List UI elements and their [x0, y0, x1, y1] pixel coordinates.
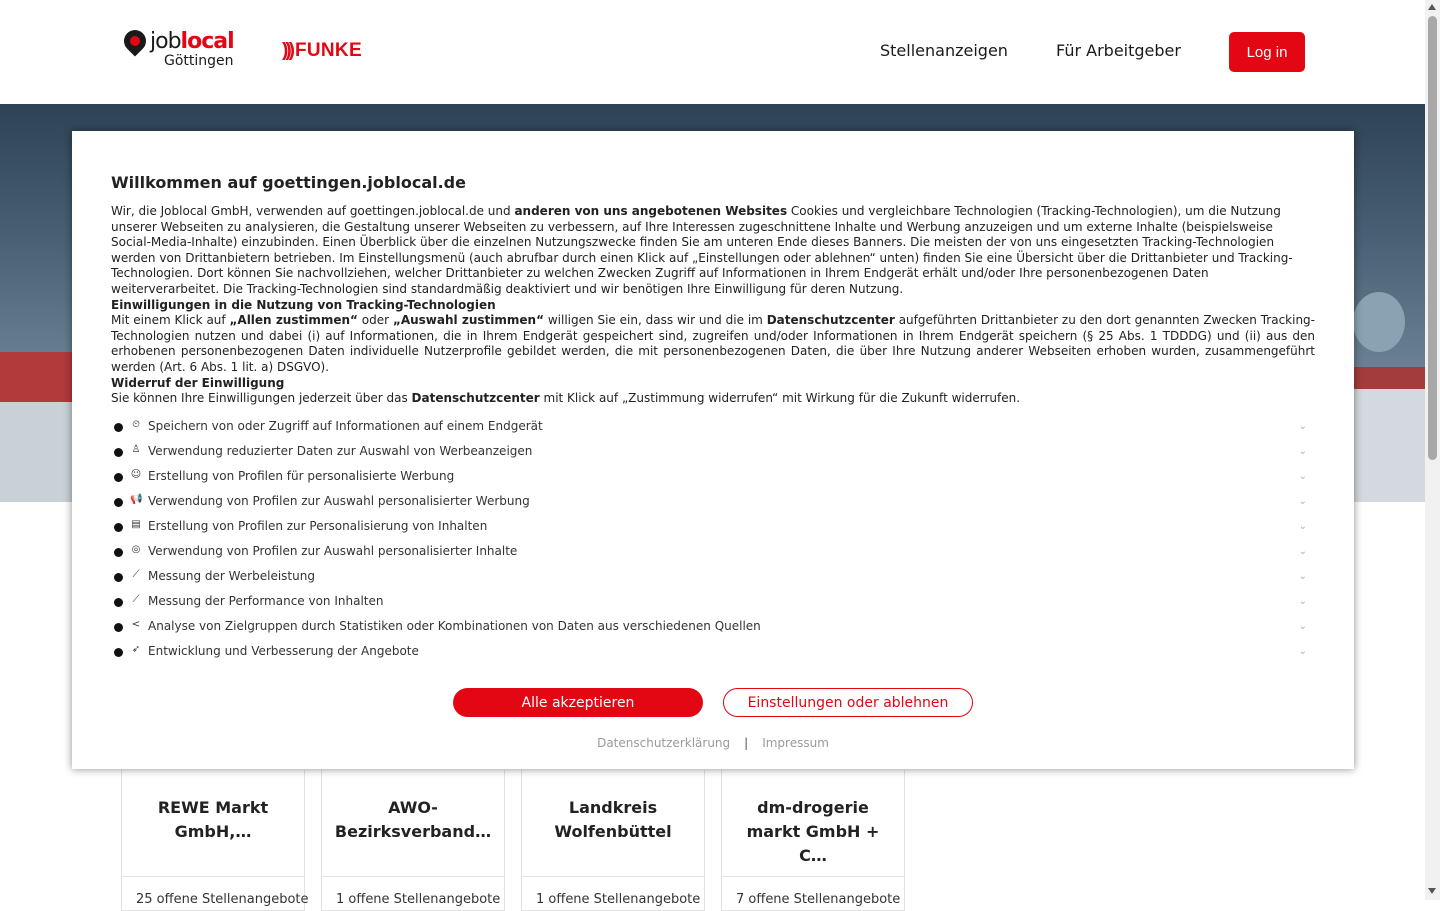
bullet-icon: [114, 448, 123, 457]
consent-text-4: aufgeführten Drittanbieter zu den dort genannten Zwecken Tracking-Technologien nutzen und dabei (i) auf Informationen, die in Ihrem Endgerät gespeichert sind, zugreifen und/oder Informationen in Ihrem Endgerät speichern (§ 25 Abs. 1 TDDDG) und (ii) aus den erhobenen personenbezogenen Daten individuelle Nutzerprofile gebildet werden, die mit personenbezogenen Daten, die über Ihre Nutzung anderer Webseiten erhoben wurden, zusammengeführt werden (Art. 6 Abs. 1 lit. a) DSGVO).: [111, 313, 1316, 374]
scroll-down-arrow-icon[interactable]: [1428, 888, 1436, 894]
purpose-item[interactable]: [111, 594, 1317, 619]
chevron-down-icon[interactable]: ⌄: [1298, 496, 1307, 507]
company-name: AWO-Bezirksverband…: [334, 798, 492, 841]
purpose-label: Analyse von Zielgruppen durch Statistiken oder Kombinationen von Daten aus verschiedenen Quellen: [148, 619, 761, 633]
withdraw-text-2: mit Klick auf „Zustimmung widerrufen“ mit Wirkung für die Zukunft widerrufen.: [539, 391, 1021, 406]
intro-text-rest: Cookies und vergleichbare Technologien (Tracking-Technologien), um die Nutzung unserer Webseiten zu analysieren, die Gestaltung unserer Webseiten zu verbessern, auf Ihre Interessen zugeschnittene Inhalte und Werbung anzuzeigen und um externe Inhalte (beispielsweise Social-Media-Inhalte) einzubinden. Einen Überblick über die einzelnen Nutzungszwecke finden Sie am unteren Ende dieses Banners. Die meisten der von uns eingesetzten Tracking-Technologien werden von Drittanbietern betrieben. Im Einstellungsmenü (auch abrufbar durch einen Klick auf „Einstellungen oder ablehnen“ unten) finden Sie eine Übersicht über die Drittanbieter und Tracking-Technologien. Dort können Sie nachvollziehen, welcher Drittanbieter zu welchen Zwecken Zugriff auf Informationen in Ihrem Endgerät erhält und/oder Ihre personenbezogenen Daten weiterverarbeitet. Die Tracking-Technologien sind standardmäßig deaktiviert und wir benötigen Ihre Einwilligung für deren Nutzung.: [111, 204, 1293, 296]
bullet-icon: [114, 523, 123, 532]
page-scrollbar[interactable]: [1425, 0, 1440, 900]
funke-logo[interactable]: [282, 40, 362, 62]
privacy-center-link[interactable]: Datenschutzcenter: [766, 313, 895, 328]
hero-building-illustration: [1353, 367, 1425, 502]
company-card[interactable]: [321, 770, 505, 911]
privacy-policy-link[interactable]: Datenschutzerklärung: [597, 736, 731, 750]
hero-building-illustration: [0, 352, 72, 502]
company-name: Landkreis Wolfenbüttel: [554, 798, 672, 841]
settings-or-decline-button[interactable]: Einstellungen oder ablehnen: [723, 688, 973, 717]
purpose-list: [111, 419, 1317, 669]
chevron-down-icon[interactable]: ⌄: [1298, 646, 1307, 657]
bullet-icon: [114, 623, 123, 632]
purpose-item[interactable]: [111, 544, 1317, 569]
purpose-item[interactable]: [111, 644, 1317, 669]
company-job-count: 25 offene Stellenangebote: [136, 892, 309, 907]
ad-profile-icon: ☺: [130, 469, 142, 480]
bullet-icon: [114, 423, 123, 432]
chevron-down-icon[interactable]: ⌄: [1298, 571, 1307, 582]
logo-brand-part1: job: [150, 29, 181, 54]
device-storage-icon: ⏲: [132, 419, 140, 430]
consent-bold-2: „Auswahl zustimmen“: [392, 313, 544, 328]
purpose-label: Speichern von oder Zugriff auf Informationen auf einem Endgerät: [148, 419, 543, 433]
intro-bold: anderen von uns angebotenen Websites: [514, 204, 788, 218]
heading-tracking: Einwilligungen in die Nutzung von Tracking-Technologien: [111, 297, 496, 312]
chart-line-icon: ⟋: [132, 569, 140, 580]
card-divider: [322, 876, 504, 877]
target-icon: ◎: [131, 544, 141, 555]
purpose-label: Erstellung von Profilen zur Personalisierung von Inhalten: [148, 519, 488, 533]
consent-heading-withdraw: [111, 376, 1315, 392]
consent-bold-1: „Allen zustimmen“: [229, 313, 358, 328]
site-header: [0, 0, 1425, 104]
scroll-up-arrow-icon[interactable]: [1428, 4, 1436, 10]
logo-brand-part2: local: [180, 29, 234, 54]
purpose-item[interactable]: [111, 569, 1317, 594]
consent-text-2: oder: [357, 313, 393, 328]
nav-fuer-arbeitgeber[interactable]: Für Arbeitgeber: [1056, 41, 1181, 60]
consent-heading-tracking: [111, 298, 1315, 314]
megaphone-icon: 📢: [130, 494, 143, 505]
purpose-label: Verwendung von Profilen zur Auswahl personalisierter Inhalte: [148, 544, 518, 558]
withdraw-text-1: Sie können Ihre Einwilligungen jederzeit über das: [111, 391, 412, 406]
chevron-down-icon[interactable]: ⌄: [1298, 546, 1307, 557]
chevron-down-icon[interactable]: ⌄: [1298, 521, 1307, 532]
purpose-label: Entwicklung und Verbesserung der Angebote: [148, 644, 419, 658]
location-pin-icon: [119, 25, 150, 56]
cookie-consent-dialog: [72, 131, 1354, 769]
card-divider: [122, 876, 304, 877]
company-job-count: 7 offene Stellenangebote: [736, 892, 901, 907]
purpose-item[interactable]: [111, 419, 1317, 444]
bullet-icon: [114, 548, 123, 557]
dialog-footer-links: [72, 736, 1354, 750]
company-name: dm-drogerie markt GmbH + C…: [746, 798, 880, 865]
imprint-link[interactable]: Impressum: [762, 736, 829, 750]
card-divider: [722, 876, 904, 877]
performance-chart-icon: ⟋: [132, 594, 140, 605]
bullet-icon: [114, 573, 123, 582]
heading-withdraw: Widerruf der Einwilligung: [111, 375, 285, 390]
company-card[interactable]: [721, 770, 905, 911]
share-icon: <: [131, 619, 141, 630]
privacy-center-link[interactable]: Datenschutzcenter: [411, 391, 540, 406]
company-card[interactable]: [121, 770, 309, 911]
consent-intro: [111, 204, 1315, 298]
purpose-label: Verwendung von Profilen zur Auswahl personalisierter Werbung: [148, 494, 530, 508]
purpose-item[interactable]: [111, 444, 1317, 469]
bullet-icon: [114, 598, 123, 607]
company-job-count: 1 offene Stellenangebote: [536, 892, 701, 907]
limited-data-icon: ♙: [131, 444, 141, 455]
content-profile-icon: ▤: [131, 519, 141, 530]
logo-city: Göttingen: [164, 53, 234, 69]
purpose-item[interactable]: [111, 494, 1317, 519]
intro-text: Wir, die Joblocal GmbH, verwenden auf goettingen.joblocal.de und: [111, 204, 515, 218]
accept-all-button[interactable]: Alle akzeptieren: [453, 688, 703, 717]
link-separator: |: [744, 736, 749, 750]
funke-logo-text: FUNKE: [294, 40, 362, 61]
nav-stellenanzeigen[interactable]: Stellenanzeigen: [880, 41, 1008, 60]
company-card[interactable]: [521, 770, 705, 911]
chevron-down-icon[interactable]: ⌄: [1298, 446, 1307, 457]
chevron-down-icon[interactable]: ⌄: [1298, 471, 1307, 482]
company-name: REWE Markt GmbH,…: [157, 798, 269, 841]
login-button[interactable]: Log in: [1229, 32, 1305, 72]
funke-chevrons-icon: ))): [282, 40, 292, 61]
chevron-down-icon[interactable]: ⌄: [1298, 621, 1307, 632]
hero-tree-illustration: [1353, 292, 1405, 352]
purpose-label: Erstellung von Profilen für personalisierte Werbung: [148, 469, 455, 483]
purpose-item[interactable]: [111, 519, 1317, 544]
bullet-icon: [114, 648, 123, 657]
purpose-label: Verwendung reduzierter Daten zur Auswahl von Werbeanzeigen: [148, 444, 533, 458]
card-divider: [522, 876, 704, 877]
purpose-label: Messung der Werbeleistung: [148, 569, 315, 583]
chevron-down-icon[interactable]: ⌄: [1298, 421, 1307, 432]
consent-text: [111, 204, 1315, 407]
consent-paragraph: [111, 313, 1315, 375]
rocket-icon: ➶: [131, 644, 141, 655]
company-job-count: 1 offene Stellenangebote: [336, 892, 501, 907]
bullet-icon: [114, 498, 123, 507]
scrollbar-thumb[interactable]: [1428, 16, 1437, 460]
purpose-label: Messung der Performance von Inhalten: [148, 594, 384, 608]
purpose-item[interactable]: [111, 469, 1317, 494]
consent-text-3: willigen Sie ein, dass wir und die im: [543, 313, 767, 328]
consent-text-1: Mit einem Klick auf: [111, 313, 230, 328]
chevron-down-icon[interactable]: ⌄: [1298, 596, 1307, 607]
withdraw-paragraph: [111, 391, 1315, 407]
bullet-icon: [114, 473, 123, 482]
purpose-item[interactable]: [111, 619, 1317, 644]
consent-title: Willkommen auf goettingen.joblocal.de: [111, 173, 466, 192]
